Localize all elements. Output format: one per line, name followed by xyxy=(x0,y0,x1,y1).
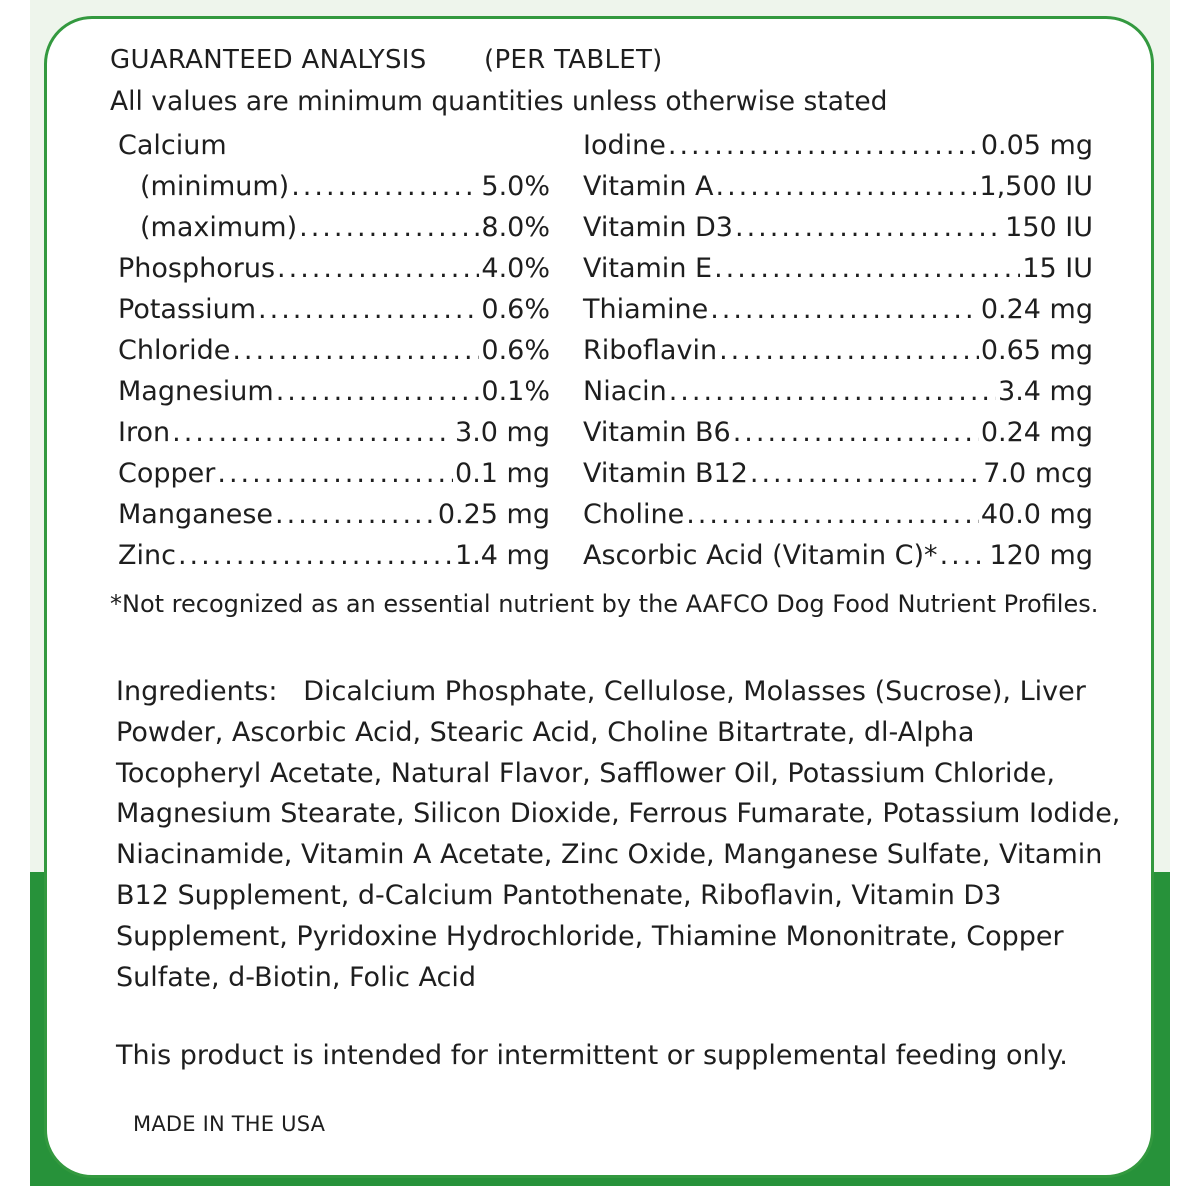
nutrient-row xyxy=(118,293,550,327)
nutrient-row xyxy=(118,539,550,573)
nutrient-row xyxy=(583,211,1093,245)
nutrient-row xyxy=(583,539,1093,573)
dot-leader xyxy=(276,375,480,409)
dot-leader xyxy=(178,539,453,573)
nutrient-row xyxy=(583,457,1093,491)
nutrient-value: 3.4 mg xyxy=(998,376,1093,407)
dot-leader xyxy=(217,457,453,491)
nutrient-value: 7.0 mcg xyxy=(983,458,1093,489)
dot-leader xyxy=(669,375,996,409)
nutrient-row xyxy=(583,375,1093,409)
nutrient-name: Vitamin B12 xyxy=(583,458,748,489)
nutrient-name: Vitamin A xyxy=(583,171,714,202)
nutrient-value: 5.0% xyxy=(481,171,550,202)
nutrient-name: Chloride xyxy=(118,335,231,366)
nutrient-row xyxy=(583,334,1093,368)
nutrient-row xyxy=(583,170,1093,204)
nutrient-value: 15 IU xyxy=(1022,253,1093,284)
dot-leader xyxy=(258,293,479,327)
nutrient-value: 1,500 IU xyxy=(979,171,1093,202)
nutrient-name: Niacin xyxy=(583,376,667,407)
nutrient-value: 8.0% xyxy=(481,212,550,243)
nutrient-value: 40.0 mg xyxy=(980,499,1093,530)
nutrient-value: 0.1% xyxy=(481,376,550,407)
dot-leader xyxy=(299,211,479,245)
dot-leader xyxy=(277,252,479,286)
nutrient-row xyxy=(583,129,1093,163)
nutrient-row xyxy=(118,375,550,409)
dot-leader xyxy=(715,170,977,204)
dot-leader xyxy=(172,416,453,450)
nutrient-name: Phosphorus xyxy=(118,253,276,284)
dot-leader xyxy=(710,293,979,327)
nutrient-name: Vitamin E xyxy=(583,253,713,284)
aafco-footnote: *Not recognized as an essential nutrient by the AAFCO Dog Food Nutrient Profiles. xyxy=(110,590,1099,618)
nutrient-value: 1.4 mg xyxy=(455,540,550,571)
nutrient-row xyxy=(583,416,1093,450)
nutrient-name: Zinc xyxy=(118,540,176,571)
ingredients-label: Ingredients: xyxy=(116,676,278,707)
nutrient-value: 4.0% xyxy=(481,253,550,284)
nutrient-value: 0.6% xyxy=(481,294,550,325)
dot-leader xyxy=(232,334,479,368)
nutrient-row xyxy=(118,416,550,450)
dot-leader xyxy=(735,211,1003,245)
dot-leader xyxy=(275,498,436,532)
nutrient-name: (maximum) xyxy=(140,212,298,243)
nutrient-name: Magnesium xyxy=(118,376,274,407)
nutrient-name: Manganese xyxy=(118,499,274,530)
nutrient-row xyxy=(118,334,550,368)
nutrient-value: 150 IU xyxy=(1005,212,1093,243)
dot-leader xyxy=(714,252,1020,286)
nutrient-name: Calcium xyxy=(118,130,227,161)
nutrient-row xyxy=(118,498,550,532)
nutrient-value: 0.1 mg xyxy=(455,458,550,489)
nutrient-row xyxy=(118,457,550,491)
nutrient-value: 0.25 mg xyxy=(437,499,550,530)
nutrient-name: Ascorbic Acid (Vitamin C)* xyxy=(583,540,938,571)
feeding-statement: This product is intended for intermittent or supplemental feeding only. xyxy=(116,1040,1068,1071)
nutrient-name: Copper xyxy=(118,458,216,489)
dot-leader xyxy=(750,457,981,491)
nutrient-row xyxy=(118,252,550,286)
nutrient-name: Choline xyxy=(583,499,685,530)
ingredients-block xyxy=(116,672,1126,998)
nutrient-name: Potassium xyxy=(118,294,257,325)
nutrient-name: Vitamin D3 xyxy=(583,212,733,243)
nutrient-row xyxy=(140,170,550,204)
nutrient-value: 120 mg xyxy=(989,540,1093,571)
nutrient-name: Iodine xyxy=(583,130,666,161)
dot-leader xyxy=(733,416,979,450)
guaranteed-analysis-heading: GUARANTEED ANALYSIS xyxy=(110,45,427,75)
analysis-subtitle: All values are minimum quantities unless otherwise stated xyxy=(110,86,888,117)
nutrient-value: 0.6% xyxy=(481,335,550,366)
nutrient-row xyxy=(583,498,1093,532)
nutrient-name: Riboflavin xyxy=(583,335,718,366)
nutrient-row xyxy=(140,211,550,245)
nutrient-value: 3.0 mg xyxy=(455,417,550,448)
nutrient-name: Vitamin B6 xyxy=(583,417,731,448)
dot-leader xyxy=(686,498,979,532)
nutrient-row xyxy=(118,129,550,163)
dot-leader xyxy=(291,170,479,204)
nutrient-value: 0.05 mg xyxy=(980,130,1093,161)
dot-leader xyxy=(940,539,988,573)
nutrient-name: Iron xyxy=(118,417,171,448)
dot-leader xyxy=(719,334,979,368)
nutrient-name: Thiamine xyxy=(583,294,709,325)
nutrient-value: 0.24 mg xyxy=(980,294,1093,325)
ingredients-list: Dicalcium Phosphate, Cellulose, Molasses (Sucrose), Liver Powder, Ascorbic Acid, Stearic Acid, Choline Bitartrate, dl-Alpha Tocopheryl Acetate, Natural Flavor, Safflower Oil, Potassium Chloride, Magnesium Stearate, Silicon Dioxide, Ferrous Fumarate, Potassium Iodide, Niacinamide, Vitamin A Acetate, Zinc Oxide, Manganese Sulfate, Vitamin B12 Supplement, d-Calcium Pantothenate, Riboflavin, Vitamin D3 Supplement, Pyridoxine Hydrochloride, Thiamine Mononitrate, Copper Sulfate, d-Biotin, Folic Acid xyxy=(116,676,1121,993)
made-in-usa: MADE IN THE USA xyxy=(133,1112,326,1136)
nutrient-value: 0.65 mg xyxy=(980,335,1093,366)
nutrient-row xyxy=(583,293,1093,327)
dot-leader xyxy=(668,129,979,163)
per-tablet-note: (PER TABLET) xyxy=(484,45,663,75)
nutrient-value: 0.24 mg xyxy=(980,417,1093,448)
nutrient-name: (minimum) xyxy=(140,171,290,202)
nutrient-row xyxy=(583,252,1093,286)
